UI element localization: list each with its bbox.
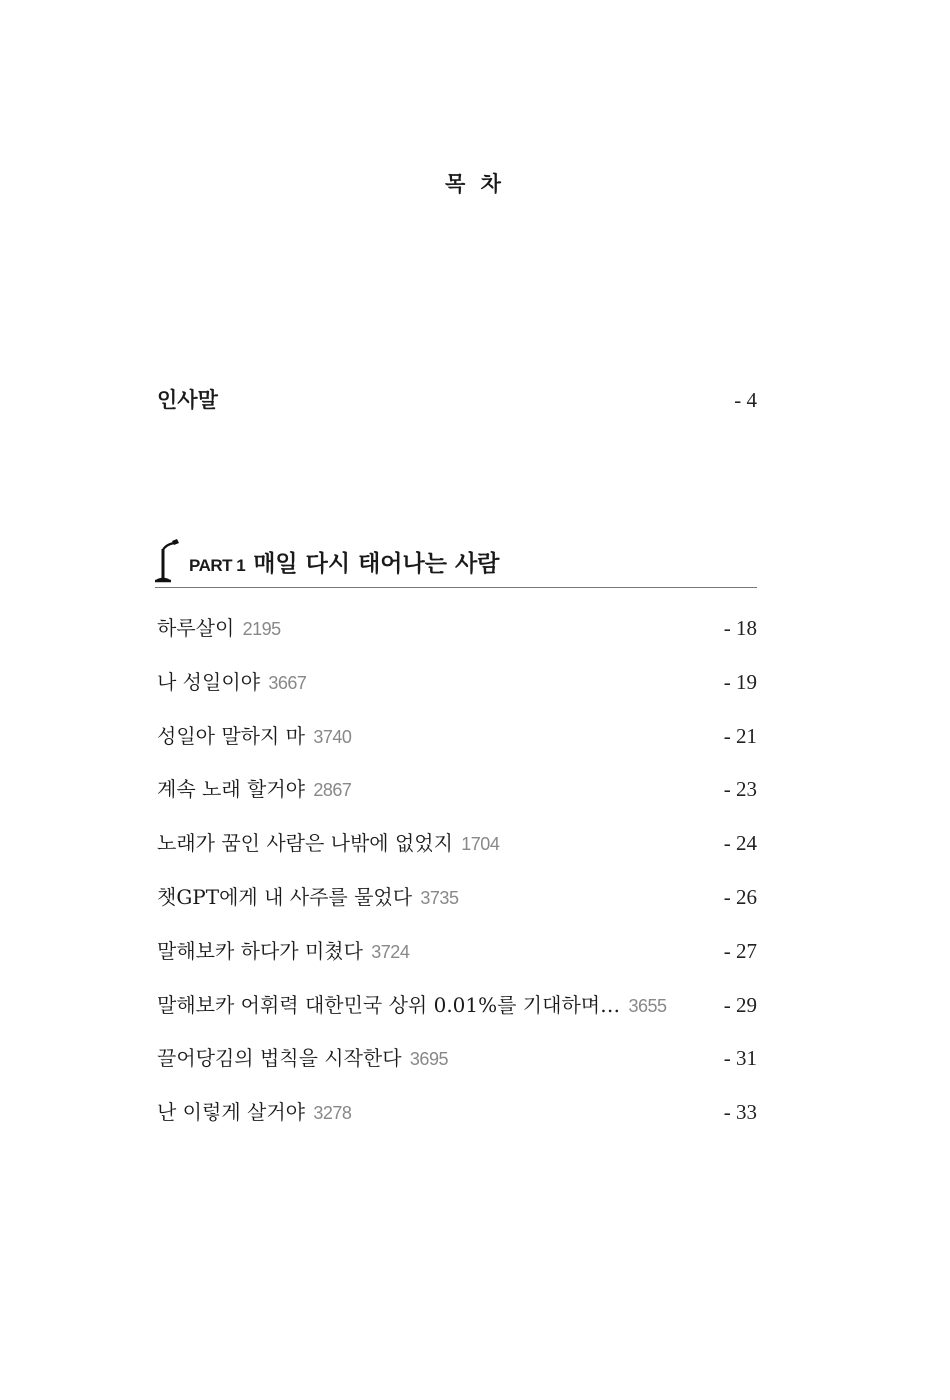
toc-entry-title: 끌어당김의 법칙을 시작한다 3695 <box>157 1046 448 1071</box>
toc-entry-title: 챗GPT에게 내 사주를 물었다 3735 <box>157 884 459 909</box>
toc-entry-count: 3724 <box>371 941 410 962</box>
toc-entry[interactable] <box>157 612 757 666</box>
toc-entry-count: 3735 <box>420 887 459 908</box>
toc-entry[interactable] <box>157 881 757 935</box>
microphone-stand-icon <box>155 537 181 583</box>
toc-entry-page-number: - 21 <box>723 723 757 748</box>
part-name: 매일 다시 태어나는 사람 <box>253 551 500 577</box>
toc-entry-title: 계속 노래 할거야 2867 <box>157 777 352 802</box>
toc-entry-greeting[interactable] <box>157 384 757 414</box>
part-label: PART 1 <box>189 556 246 575</box>
toc-entry-title: 말해보카 하다가 미쳤다 3724 <box>157 938 410 963</box>
toc-entry-page-number: - 26 <box>723 884 757 909</box>
toc-entry-title: 성일아 말하지 마 3740 <box>157 723 352 748</box>
toc-entry-page-number: - 19 <box>723 669 757 694</box>
toc-entry-title: 말해보카 어휘력 대한민국 상위 0.01%를 기대하며… 3655 <box>157 992 667 1017</box>
toc-entry-count: 2867 <box>313 780 352 801</box>
toc-entry-count: 1704 <box>461 834 500 855</box>
toc-entry[interactable] <box>157 720 757 774</box>
greeting-label: 인사말 <box>157 388 218 412</box>
toc-entry[interactable] <box>157 773 757 827</box>
toc-entry-page-number: - 27 <box>723 938 757 963</box>
toc-entry-count: 3278 <box>313 1103 352 1124</box>
part-title <box>189 545 499 578</box>
toc-entry-title: 나 성일이야 3667 <box>157 669 307 694</box>
toc-entry[interactable] <box>157 1042 757 1096</box>
toc-entry-title: 노래가 꿈인 사람은 나밖에 없었지 1704 <box>157 831 500 856</box>
toc-entry-page-number: - 18 <box>723 616 757 640</box>
part-header <box>155 537 757 588</box>
toc-entry-count: 3695 <box>409 1049 448 1070</box>
toc-entry-page-number: - 29 <box>723 992 757 1017</box>
toc-entry-page-number: - 24 <box>723 831 757 856</box>
toc-entry-count: 2195 <box>242 619 281 639</box>
toc-entry[interactable] <box>157 827 757 881</box>
toc-entry[interactable] <box>157 1096 757 1150</box>
greeting-page-number: - 4 <box>734 388 757 412</box>
toc-entry-count: 3740 <box>313 726 352 747</box>
toc-entry-page-number: - 33 <box>723 1100 757 1125</box>
toc-entry[interactable] <box>157 989 757 1043</box>
toc-list <box>157 612 757 1150</box>
toc-entry[interactable] <box>157 935 757 989</box>
toc-entry-title: 하루살이 2195 <box>157 616 281 640</box>
toc-entry-title: 난 이렇게 살거야 3278 <box>157 1100 352 1125</box>
page-title: 목 차 <box>445 172 505 196</box>
toc-entry-count: 3667 <box>268 672 307 693</box>
toc-entry[interactable] <box>157 666 757 720</box>
toc-entry-page-number: - 31 <box>723 1046 757 1071</box>
toc-entry-page-number: - 23 <box>723 777 757 802</box>
toc-entry-count: 3655 <box>628 995 667 1016</box>
